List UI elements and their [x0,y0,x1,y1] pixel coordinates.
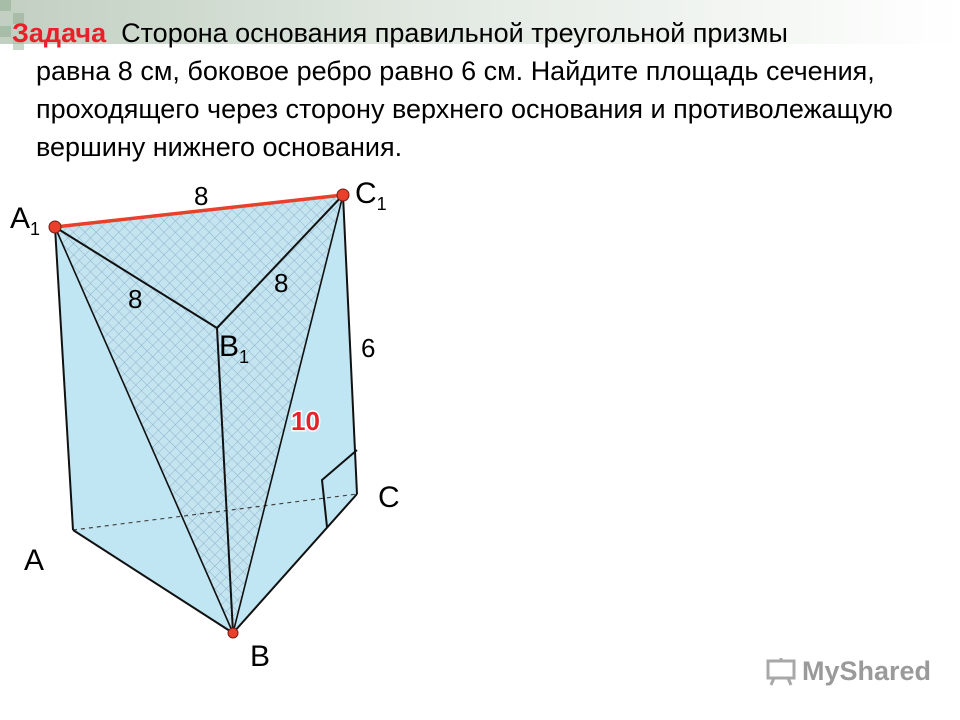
label-A1 [10,202,40,239]
edge-label-A1B1: 8 [128,284,143,314]
label-C1 [355,177,387,214]
edge-label-C1B: 10 [291,406,320,436]
edge-label-A1C1: 8 [194,181,209,211]
vertex-dot-A1 [49,221,61,233]
vertex-dot-B [228,628,238,638]
presentation-board-icon [766,658,796,686]
label-B1-sub: 1 [239,347,250,367]
edge-label-CC1: 6 [361,333,376,363]
problem-text: равна 8 см, боковое ребро равно 6 см. Найдите площадь сечения, проходящего через сторону верхнего основания и противолежащую вершину нижнего основания. [36,56,893,162]
label-B: B [250,640,271,673]
label-A: A [24,544,45,577]
label-A1-letter: A [10,202,31,235]
label-B1-letter: B [219,330,240,363]
label-C: C [378,481,400,514]
label-A1-sub: 1 [30,219,41,239]
edge-label-B1C1: 8 [274,268,289,298]
label-C1-letter: C [355,177,377,210]
problem-line1: Сторона основания правильной треугольной призмы [121,18,788,48]
vertex-dot-C1 [337,189,349,201]
problem-heading: Задача [12,18,107,48]
label-C1-sub: 1 [376,194,387,214]
watermark-text: MyShared [802,656,932,686]
